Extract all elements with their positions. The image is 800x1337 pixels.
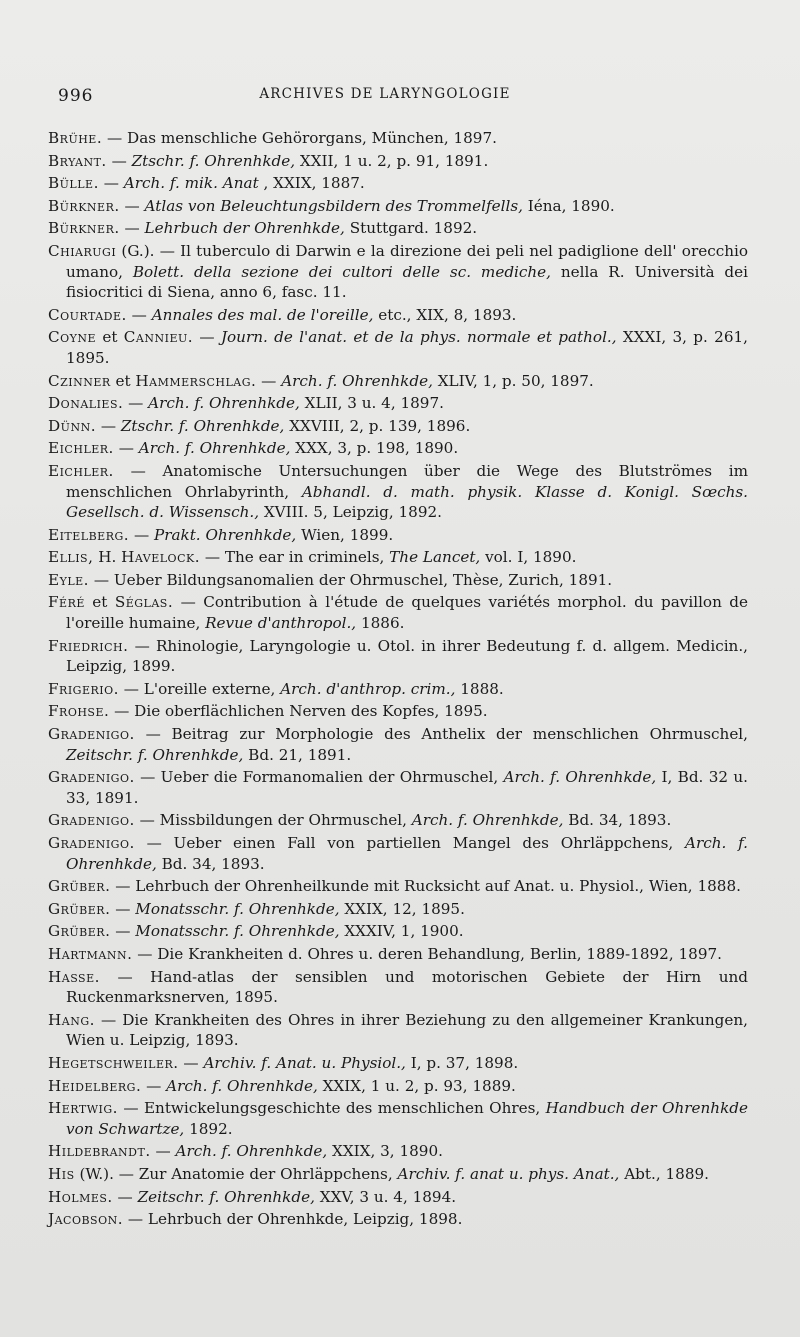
entry-author: Courtade.: [48, 305, 127, 324]
entry-author: His: [48, 1164, 75, 1183]
entry-text: , XXIX, 1887.: [258, 174, 365, 193]
bibliography-entry: [48, 967, 748, 1008]
entry-author: Hang.: [48, 1010, 95, 1029]
bibliography-entry: [48, 1164, 748, 1185]
entry-title: Handbuch der Ohrenhkde von Schwartze,: [66, 1099, 748, 1138]
entry-text: XXIX, 1 u. 2, p. 93, 1889.: [317, 1076, 516, 1095]
entry-author: Séglas.: [114, 593, 174, 612]
entry-title: Arch. f. Ohrenhkde,: [166, 1076, 318, 1095]
entry-title: Journ. de l'anat. et de la phys. normale et pathol.,: [220, 328, 617, 347]
entry-text: I, p. 37, 1898.: [405, 1053, 519, 1072]
entry-author: Chiarugi: [48, 241, 117, 260]
entry-text: —: [119, 196, 145, 215]
entry-text: — Die oberflächlichen Nerven des Kopfes, 1895.: [109, 702, 488, 721]
entry-text: —: [106, 151, 132, 170]
entry-text: —: [141, 1076, 167, 1095]
running-head: ARCHIVES DE LARYNGOLOGIE: [259, 86, 511, 102]
entry-title: Lehrbuch der Ohrenhkde,: [144, 219, 345, 238]
entry-text: etc., XIX, 8, 1893.: [373, 305, 517, 324]
entry-text: —: [126, 305, 152, 324]
entry-title: Archiv. f. Anat. u. Physiol.,: [203, 1053, 406, 1072]
entry-author: Grüber.: [48, 899, 111, 918]
entry-text: Stuttgard. 1892.: [344, 219, 478, 238]
bibliography-entry: [48, 944, 748, 965]
entry-title: Zeitschr. f. Ohrenhkde,: [137, 1187, 315, 1206]
entry-text: — Anatomische Untersuchungen über die Wege des Blutströmes im menschlichen Ohrlabyrinth,: [66, 461, 748, 501]
bibliography-entry: [48, 1053, 748, 1074]
entry-author: Eyle.: [48, 570, 90, 589]
entry-text: (G.). — Il tuberculo di Darwin e la direzione dei peli nel padiglione dell' orecchio umano,: [66, 241, 748, 281]
entry-text: 1892.: [184, 1119, 233, 1138]
entry-author: Frohse.: [48, 702, 110, 721]
entry-title: Arch. f. Ohrenhkde,: [66, 834, 748, 873]
entry-author: Jacobson.: [48, 1210, 124, 1229]
entry-text: nella R. Università dei fisiocritici di Siena, anno 6, fasc. 11.: [66, 262, 748, 302]
entry-author: Czinner: [48, 371, 111, 390]
entry-text: I, Bd. 32 u. 33, 1891.: [66, 768, 748, 807]
entry-text: —: [119, 219, 145, 238]
bibliography-entry: [48, 833, 748, 874]
entry-author: Gradenigo.: [48, 768, 135, 787]
entry-author: Gradenigo.: [48, 725, 135, 744]
entry-author: Hertwig.: [48, 1099, 118, 1118]
entry-author: Ellis,: [48, 548, 94, 567]
entry-author: Bürkner.: [48, 219, 120, 238]
entry-text: Bd. 34, 1893.: [563, 811, 672, 830]
entry-author: Coyne: [48, 328, 97, 347]
bibliography-entry: [48, 570, 748, 591]
bibliography-entry: [48, 438, 748, 459]
entry-title: Monatsschr. f. Ohrenhkde,: [135, 922, 340, 941]
bibliography-entry: [48, 305, 748, 326]
bibliography-entry: [48, 1076, 748, 1097]
entry-author: Gradenigo.: [48, 811, 135, 830]
entry-text: et: [96, 328, 124, 347]
entry-author: Hegetschweiler.: [48, 1053, 179, 1072]
entry-text: —: [112, 1187, 138, 1206]
entry-text: — Ueber Bildungsanomalien der Ohrmuschel, Thèse, Zurich, 1891.: [89, 570, 613, 589]
entry-text: — Lehrbuch der Ohrenhkde, Leipzig, 1898.: [123, 1210, 463, 1229]
entry-text: — Rhinologie, Laryngologie u. Otol. in ihrer Bedeutung f. d. allgem. Medicin., Leipzig, 1899.: [66, 636, 748, 676]
entry-text: — Lehrbuch der Ohrenheilkunde mit Rucksicht auf Anat. u. Physiol., Wien, 1888.: [110, 877, 741, 896]
entry-text: —: [113, 439, 139, 458]
bibliography-entry: [48, 921, 748, 942]
entry-author: Cannieu.: [123, 328, 194, 347]
entry-text: —: [256, 371, 282, 390]
entry-title: Annales des mal. de l'oreille,: [151, 305, 374, 324]
entry-text: et: [84, 593, 115, 612]
entry-text: —: [193, 328, 221, 347]
entry-text: XXXI, 3, p. 261, 1895.: [66, 328, 748, 367]
bibliography-entry: [48, 393, 748, 414]
entry-title: Arch. d'anthrop. crim.,: [280, 679, 456, 698]
entry-title: Arch. f. Ohrenhkde,: [411, 811, 564, 830]
entry-author: Dünn.: [48, 416, 97, 435]
entry-author: Bryant.: [48, 151, 107, 170]
entry-title: Monatsschr. f. Ohrenhkde,: [135, 899, 340, 918]
entry-author: Bürkner.: [48, 196, 120, 215]
bibliography-list: [48, 128, 748, 1232]
entry-author: Grüber.: [48, 922, 111, 941]
bibliography-entry: [48, 461, 748, 523]
entry-title: Abhandl. d. math. physik. Klasse d. Konigl. Sœchs. Gesellsch. d. Wissensch.,: [66, 482, 748, 522]
entry-text: — Entwickelungsgeschichte des menschlichen Ohres,: [117, 1099, 546, 1118]
entry-text: XVIII. 5, Leipzig, 1892.: [259, 503, 442, 522]
entry-text: —: [150, 1142, 176, 1161]
entry-text: XLIV, 1, p. 50, 1897.: [432, 371, 594, 390]
entry-text: —: [178, 1053, 204, 1072]
entry-title: The Lancet,: [389, 548, 481, 567]
entry-title: Arch. f. Ohrenhkde,: [503, 768, 657, 787]
entry-title: Arch. f. mik. Anat: [123, 174, 259, 193]
bibliography-entry: [48, 876, 748, 897]
bibliography-entry: [48, 767, 748, 808]
entry-title: Zeitschr. f. Ohrenhkde,: [66, 745, 244, 764]
entry-text: Wien, 1899.: [296, 525, 394, 544]
entry-text: XLII, 3 u. 4, 1897.: [299, 394, 444, 413]
entry-text: Bd. 21, 1891.: [243, 745, 352, 764]
entry-title: Bolett. della sezione dei cultori delle sc. mediche,: [132, 262, 551, 281]
entry-text: et: [110, 371, 136, 390]
entry-text: 1888.: [455, 679, 504, 698]
entry-text: — Die Krankheiten d. Ohres u. deren Behandlung, Berlin, 1889-1892, 1897.: [132, 944, 722, 963]
entry-title: Prakt. Ohrenhkde,: [153, 525, 297, 544]
entry-author: Hasse.: [48, 967, 100, 986]
entry-author: Hildebrandt.: [48, 1142, 151, 1161]
bibliography-entry: [48, 1209, 748, 1230]
entry-text: XXX, 3, p. 198, 1890.: [290, 439, 459, 458]
bibliography-entry: [48, 241, 748, 303]
entry-author: Eichler.: [48, 461, 114, 480]
entry-author: Grüber.: [48, 877, 111, 896]
page-header: [50, 86, 720, 110]
page-number: 996: [58, 86, 94, 106]
entry-title: Arch. f. Ohrenhkde,: [175, 1142, 328, 1161]
entry-text: — Hand-atlas der sensiblen und motorischen Gebiete der Hirn und Ruckenmarksnerven, 1895.: [66, 967, 748, 1007]
entry-text: —: [96, 416, 121, 435]
bibliography-entry: [48, 592, 748, 633]
entry-text: XXV, 3 u. 4, 1894.: [314, 1187, 457, 1206]
entry-text: 1886.: [356, 614, 405, 633]
entry-title: Revue d'anthropol.,: [205, 614, 357, 633]
entry-text: XXXIV, 1, 1900.: [339, 922, 464, 941]
entry-text: — Ueber die Formanomalien der Ohrmuschel,: [134, 768, 504, 787]
entry-title: Ztschr. f. Ohrenhkde,: [120, 416, 285, 435]
bibliography-entry: [48, 173, 748, 194]
bibliography-entry: [48, 128, 748, 149]
entry-author: Holmes.: [48, 1187, 113, 1206]
entry-text: — Das menschliche Gehörorgans, München, 1897.: [102, 129, 497, 147]
entry-author: Hammerschlag.: [135, 371, 257, 390]
entry-text: XXVIII, 2, p. 139, 1896.: [284, 416, 471, 435]
entry-author: Friedrich.: [48, 636, 129, 655]
entry-text: XXIX, 12, 1895.: [339, 899, 465, 918]
bibliography-entry: [48, 701, 748, 722]
bibliography-entry: [48, 1141, 748, 1162]
entry-text: — Contribution à l'étude de quelques variétés morphol. du pavillon de l'oreille humaine,: [66, 593, 748, 633]
entry-title: Atlas von Beleuchtungsbildern des Trommelfells,: [144, 196, 523, 215]
bibliography-entry: [48, 1010, 748, 1051]
entry-author: Gradenigo.: [48, 834, 135, 852]
entry-title: Archiv. f. anat u. phys. Anat.,: [397, 1164, 620, 1183]
entry-text: —: [123, 394, 149, 413]
entry-text: H.: [93, 548, 122, 567]
entry-text: Iéna, 1890.: [522, 196, 615, 215]
entry-text: —: [98, 174, 124, 193]
entry-title: Arch. f. Ohrenhkde,: [138, 439, 291, 458]
entry-author: Brühe.: [48, 129, 103, 147]
entry-text: Abt., 1889.: [619, 1164, 709, 1183]
bibliography-entry: [48, 196, 748, 217]
bibliography-entry: [48, 547, 748, 568]
entry-author: Bülle.: [48, 174, 99, 193]
entry-text: —: [110, 922, 136, 941]
entry-author: Hartmann.: [48, 944, 133, 963]
entry-author: Eichler.: [48, 439, 114, 458]
entry-text: — Die Krankheiten des Ohres in ihrer Beziehung zu den allgemeiner Krankungen, Wien u. Leipzig, 1893.: [66, 1010, 748, 1050]
bibliography-entry: [48, 327, 748, 368]
entry-title: Arch. f. Ohrenhkde,: [281, 371, 433, 390]
entry-author: Frigerio.: [48, 679, 119, 698]
entry-text: vol. I, 1890.: [480, 548, 577, 567]
bibliography-entry: [48, 1187, 748, 1208]
entry-text: —: [110, 899, 136, 918]
entry-text: — Ueber einen Fall von partiellen Mangel des Ohrläppchens,: [134, 834, 685, 852]
entry-text: — L'oreille externe,: [118, 679, 281, 698]
entry-author: Féré: [48, 593, 85, 612]
bibliography-entry: [48, 810, 748, 831]
entry-author: Heidelberg.: [48, 1076, 142, 1095]
entry-text: Bd. 34, 1893.: [156, 854, 265, 873]
bibliography-entry: [48, 416, 748, 437]
bibliography-entry: [48, 1098, 748, 1139]
bibliography-entry: [48, 899, 748, 920]
entry-text: — Missbildungen der Ohrmuschel,: [134, 811, 412, 830]
bibliography-entry: [48, 151, 748, 172]
bibliography-entry: [48, 724, 748, 765]
entry-text: —: [129, 525, 154, 544]
bibliography-entry: [48, 371, 748, 392]
entry-text: — The ear in criminels,: [200, 548, 390, 567]
entry-text: (W.). — Zur Anatomie der Ohrläppchens,: [74, 1164, 398, 1183]
bibliography-entry: [48, 218, 748, 239]
entry-text: — Beitrag zur Morphologie des Anthelix der menschlichen Ohrmuschel,: [134, 725, 748, 744]
entry-text: XXIX, 3, 1890.: [327, 1142, 443, 1161]
bibliography-entry: [48, 636, 748, 677]
entry-author: Donalies.: [48, 394, 124, 413]
entry-text: XXII, 1 u. 2, p. 91, 1891.: [295, 151, 489, 170]
entry-author: Havelock.: [121, 548, 201, 567]
bibliography-entry: [48, 525, 748, 546]
entry-title: Arch. f. Ohrenhkde,: [148, 394, 300, 413]
entry-author: Eitelberg.: [48, 525, 130, 544]
bibliography-entry: [48, 679, 748, 700]
entry-title: Ztschr. f. Ohrenhkde,: [131, 151, 296, 170]
